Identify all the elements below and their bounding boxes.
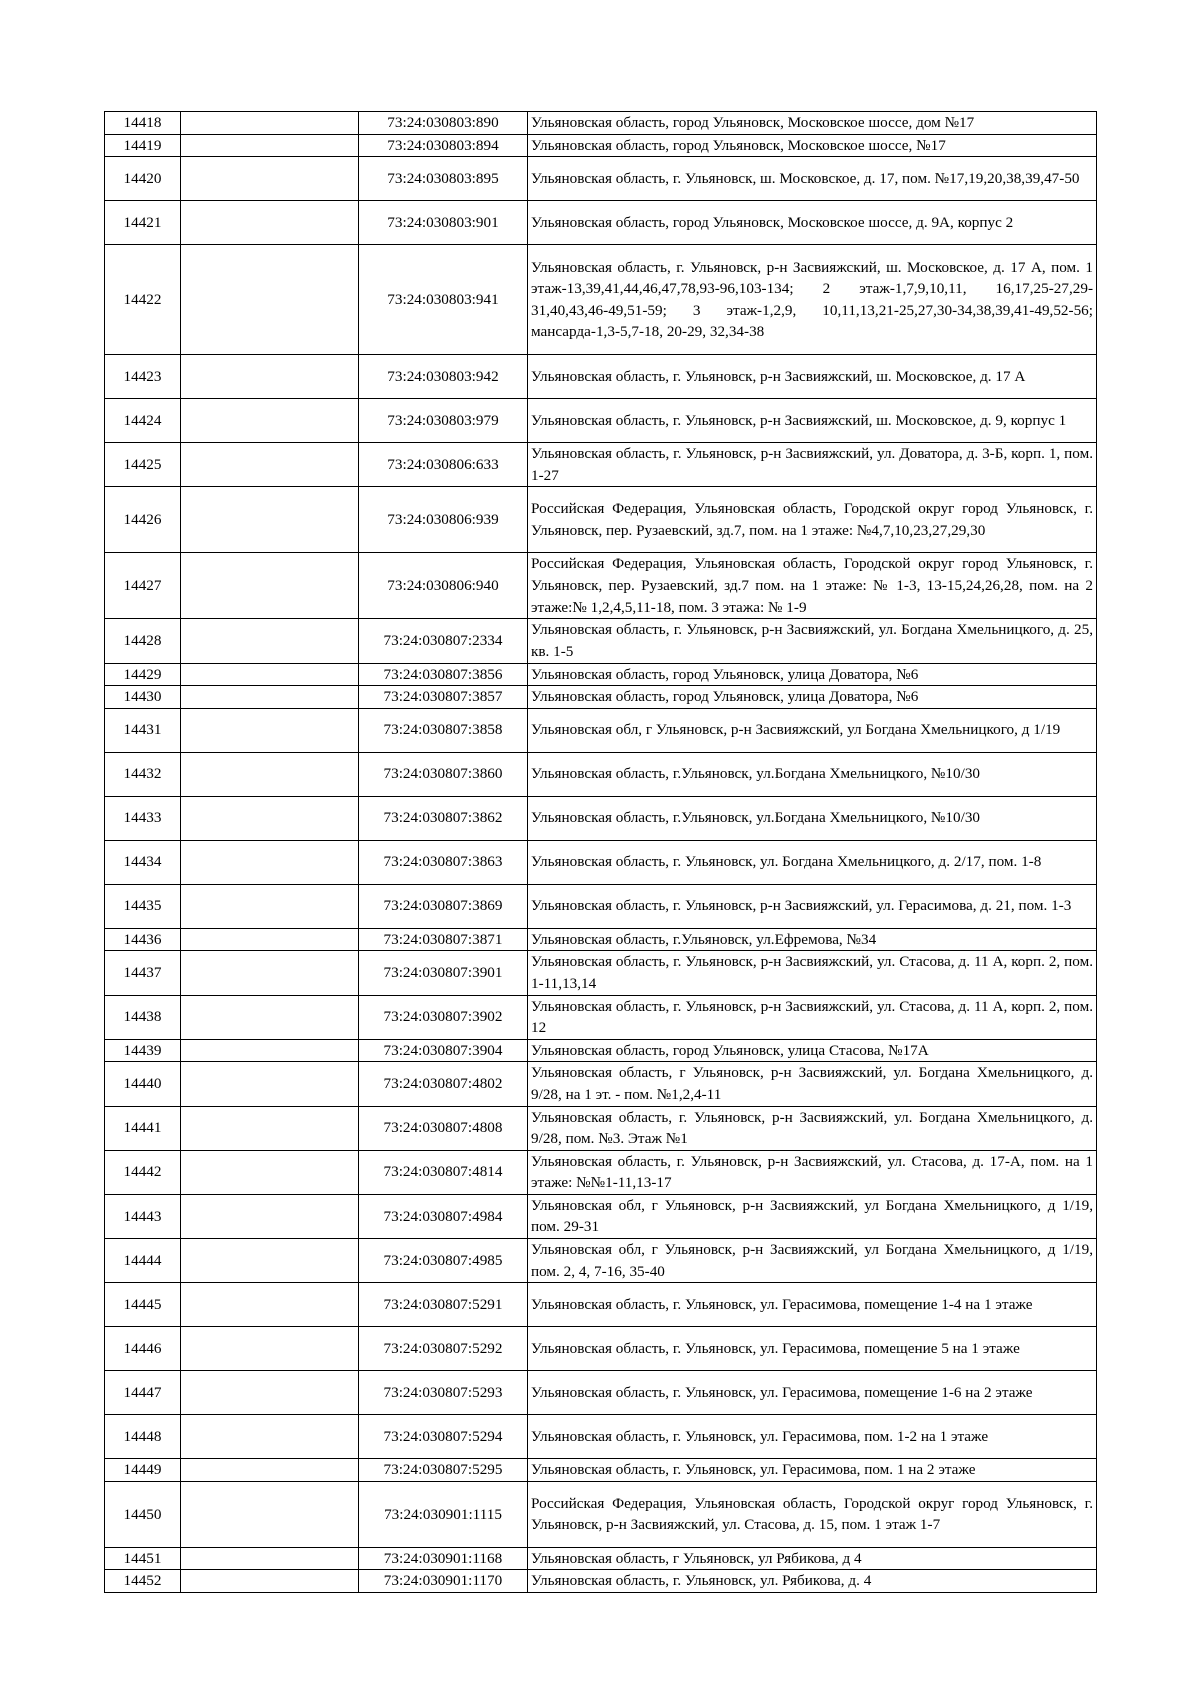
- table-row: [105, 995, 1097, 1039]
- row-number: 14436: [105, 928, 181, 951]
- empty-cell: [181, 355, 359, 399]
- address: Ульяновская область, г. Ульяновск, р-н Засвияжский, ш. Московское, д. 9, корпус 1: [528, 399, 1097, 443]
- cadastral-number: 73:24:030803:895: [359, 157, 528, 201]
- address: Ульяновская область, город Ульяновск, Московское шоссе, д. 9А, корпус 2: [528, 201, 1097, 245]
- row-number: 14420: [105, 157, 181, 201]
- address: Ульяновская область, г. Ульяновск, р-н Засвияжский, ул. Стасова, д. 11 А, корп. 2, пом. 1-11,13,14: [528, 951, 1097, 995]
- row-number: 14431: [105, 708, 181, 752]
- cadastral-number: 73:24:030807:3860: [359, 752, 528, 796]
- table-row: [105, 1150, 1097, 1194]
- empty-cell: [181, 884, 359, 928]
- cadastral-number: 73:24:030807:4985: [359, 1239, 528, 1283]
- cadastral-number: 73:24:030807:3858: [359, 708, 528, 752]
- row-number: 14437: [105, 951, 181, 995]
- address: Ульяновская область, г. Ульяновск, ул. Герасимова, помещение 5 на 1 этаже: [528, 1327, 1097, 1371]
- empty-cell: [181, 663, 359, 686]
- cadastral-number: 73:24:030807:3856: [359, 663, 528, 686]
- table-row: [105, 1371, 1097, 1415]
- address: Ульяновская область, г Ульяновск, р-н Засвияжский, ул. Богдана Хмельницкого, д. 9/28, на 1 эт. - пом. №1,2,4-11: [528, 1062, 1097, 1106]
- empty-cell: [181, 245, 359, 355]
- empty-cell: [181, 1547, 359, 1570]
- table-row: [105, 355, 1097, 399]
- empty-cell: [181, 1150, 359, 1194]
- row-number: 14427: [105, 553, 181, 619]
- empty-cell: [181, 201, 359, 245]
- table-row: [105, 1062, 1097, 1106]
- cadastral-number: 73:24:030803:901: [359, 201, 528, 245]
- row-number: 14422: [105, 245, 181, 355]
- row-number: 14447: [105, 1371, 181, 1415]
- cadastral-number: 73:24:030807:3869: [359, 884, 528, 928]
- address: Ульяновская область, г.Ульяновск, ул.Богдана Хмельницкого, №10/30: [528, 752, 1097, 796]
- empty-cell: [181, 1039, 359, 1062]
- registry-table-body: [105, 112, 1097, 1593]
- row-number: 14450: [105, 1481, 181, 1547]
- table-row: [105, 112, 1097, 135]
- row-number: 14438: [105, 995, 181, 1039]
- address: Ульяновская область, г. Ульяновск, ул. Герасимова, помещение 1-6 на 2 этаже: [528, 1371, 1097, 1415]
- cadastral-number: 73:24:030901:1168: [359, 1547, 528, 1570]
- row-number: 14423: [105, 355, 181, 399]
- row-number: 14419: [105, 134, 181, 157]
- row-number: 14426: [105, 487, 181, 553]
- cadastral-number: 73:24:030806:939: [359, 487, 528, 553]
- empty-cell: [181, 1062, 359, 1106]
- empty-cell: [181, 1481, 359, 1547]
- empty-cell: [181, 1459, 359, 1482]
- address: Ульяновская обл, г Ульяновск, р-н Засвияжский, ул Богдана Хмельницкого, д 1/19, пом. 29-31: [528, 1194, 1097, 1238]
- empty-cell: [181, 995, 359, 1039]
- cadastral-number: 73:24:030807:4808: [359, 1106, 528, 1150]
- cadastral-number: 73:24:030807:3857: [359, 686, 528, 709]
- cadastral-number: 73:24:030807:5292: [359, 1327, 528, 1371]
- cadastral-number: 73:24:030807:5295: [359, 1459, 528, 1482]
- row-number: 14432: [105, 752, 181, 796]
- table-row: [105, 1039, 1097, 1062]
- empty-cell: [181, 1239, 359, 1283]
- empty-cell: [181, 928, 359, 951]
- cadastral-number: 73:24:030803:941: [359, 245, 528, 355]
- cadastral-number: 73:24:030807:4814: [359, 1150, 528, 1194]
- address: Ульяновская область, г.Ульяновск, ул.Ефремова, №34: [528, 928, 1097, 951]
- address: Ульяновская область, г. Ульяновск, ул. Герасимова, пом. 1 на 2 этаже: [528, 1459, 1097, 1482]
- address: Ульяновская область, г. Ульяновск, р-н Засвияжский, ул. Стасова, д. 17-А, пом. на 1 этаже: №№1-11,13-17: [528, 1150, 1097, 1194]
- table-row: [105, 1194, 1097, 1238]
- address: Ульяновская область, г Ульяновск, ул Рябикова, д 4: [528, 1547, 1097, 1570]
- cadastral-number: 73:24:030807:4984: [359, 1194, 528, 1238]
- cadastral-number: 73:24:030806:940: [359, 553, 528, 619]
- table-row: [105, 553, 1097, 619]
- table-row: [105, 928, 1097, 951]
- address: Ульяновская область, г. Ульяновск, р-н Засвияжский, ул. Стасова, д. 11 А, корп. 2, пом. 12: [528, 995, 1097, 1039]
- cadastral-number: 73:24:030807:5294: [359, 1415, 528, 1459]
- table-row: [105, 443, 1097, 487]
- empty-cell: [181, 553, 359, 619]
- table-row: [105, 134, 1097, 157]
- row-number: 14452: [105, 1570, 181, 1593]
- row-number: 14442: [105, 1150, 181, 1194]
- address: Ульяновская область, город Ульяновск, улица Стасова, №17А: [528, 1039, 1097, 1062]
- table-row: [105, 840, 1097, 884]
- address: Ульяновская область, г. Ульяновск, р-н Засвияжский, ул. Доватора, д. 3-Б, корп. 1, пом. 1-27: [528, 443, 1097, 487]
- cadastral-number: 73:24:030807:3863: [359, 840, 528, 884]
- row-number: 14429: [105, 663, 181, 686]
- cadastral-number: 73:24:030807:3902: [359, 995, 528, 1039]
- empty-cell: [181, 1327, 359, 1371]
- empty-cell: [181, 443, 359, 487]
- table-row: [105, 619, 1097, 663]
- address: Российская Федерация, Ульяновская область, Городской округ город Ульяновск, г. Ульяновск, пер. Рузаевский, зд.7, пом. на 1 этаже: №4,7,10,23,27,29,30: [528, 487, 1097, 553]
- row-number: 14434: [105, 840, 181, 884]
- address: Ульяновская область, город Ульяновск, улица Доватора, №6: [528, 686, 1097, 709]
- empty-cell: [181, 1106, 359, 1150]
- table-row: [105, 686, 1097, 709]
- address: Ульяновская область, г. Ульяновск, р-н Засвияжский, ул. Богдана Хмельницкого, д. 9/28, пом. №3. Этаж №1: [528, 1106, 1097, 1150]
- address: Ульяновская область, г. Ульяновск, ул. Герасимова, помещение 1-4 на 1 этаже: [528, 1283, 1097, 1327]
- row-number: 14444: [105, 1239, 181, 1283]
- address: Ульяновская область, г. Ульяновск, ул. Рябикова, д. 4: [528, 1570, 1097, 1593]
- table-row: [105, 884, 1097, 928]
- table-row: [105, 708, 1097, 752]
- registry-table: [104, 111, 1097, 1593]
- table-row: [105, 1106, 1097, 1150]
- row-number: 14435: [105, 884, 181, 928]
- table-row: [105, 1459, 1097, 1482]
- cadastral-number: 73:24:030806:633: [359, 443, 528, 487]
- empty-cell: [181, 708, 359, 752]
- cadastral-number: 73:24:030901:1115: [359, 1481, 528, 1547]
- cadastral-number: 73:24:030807:3871: [359, 928, 528, 951]
- cadastral-number: 73:24:030807:3862: [359, 796, 528, 840]
- row-number: 14451: [105, 1547, 181, 1570]
- address: Ульяновская область, г. Ульяновск, р-н Засвияжский, ш. Московское, д. 17 А: [528, 355, 1097, 399]
- cadastral-number: 73:24:030807:3904: [359, 1039, 528, 1062]
- address: Ульяновская область, г. Ульяновск, р-н Засвияжский, ул. Богдана Хмельницкого, д. 25, кв. 1-5: [528, 619, 1097, 663]
- address: Ульяновская обл, г Ульяновск, р-н Засвияжский, ул Богдана Хмельницкого, д 1/19, пом. 2, 4, 7-16, 35-40: [528, 1239, 1097, 1283]
- empty-cell: [181, 840, 359, 884]
- row-number: 14443: [105, 1194, 181, 1238]
- cadastral-number: 73:24:030803:894: [359, 134, 528, 157]
- address: Ульяновская область, г. Ульяновск, р-н Засвияжский, ш. Московское, д. 17 А, пом. 1 этаж-13,39,41,44,46,47,78,93-96,103-134; 2 этаж-1,7,9,10,11, 16,17,25-27,29-31,40,43,46-49,51-59; 3 этаж-1,2,9, 10,11,13,21-25,27,30-34,38,39,41-49,52-56; мансарда-1,3-5,7-18, 20-29, 32,34-38: [528, 245, 1097, 355]
- table-row: [105, 951, 1097, 995]
- row-number: 14433: [105, 796, 181, 840]
- table-row: [105, 1415, 1097, 1459]
- empty-cell: [181, 796, 359, 840]
- cadastral-number: 73:24:030901:1170: [359, 1570, 528, 1593]
- table-row: [105, 1547, 1097, 1570]
- cadastral-number: 73:24:030803:979: [359, 399, 528, 443]
- table-row: [105, 1481, 1097, 1547]
- address: Ульяновская область, город Ульяновск, улица Доватора, №6: [528, 663, 1097, 686]
- table-row: [105, 1327, 1097, 1371]
- empty-cell: [181, 112, 359, 135]
- cadastral-number: 73:24:030807:4802: [359, 1062, 528, 1106]
- row-number: 14440: [105, 1062, 181, 1106]
- row-number: 14449: [105, 1459, 181, 1482]
- row-number: 14425: [105, 443, 181, 487]
- address: Ульяновская область, город Ульяновск, Московское шоссе, дом №17: [528, 112, 1097, 135]
- empty-cell: [181, 752, 359, 796]
- row-number: 14446: [105, 1327, 181, 1371]
- empty-cell: [181, 134, 359, 157]
- row-number: 14430: [105, 686, 181, 709]
- empty-cell: [181, 1415, 359, 1459]
- address: Ульяновская обл, г Ульяновск, р-н Засвияжский, ул Богдана Хмельницкого, д 1/19: [528, 708, 1097, 752]
- cadastral-number: 73:24:030803:890: [359, 112, 528, 135]
- table-row: [105, 201, 1097, 245]
- address: Российская Федерация, Ульяновская область, Городской округ город Ульяновск, г. Ульяновск, р-н Засвияжский, ул. Стасова, д. 15, пом. 1 этаж 1-7: [528, 1481, 1097, 1547]
- table-row: [105, 1283, 1097, 1327]
- table-row: [105, 157, 1097, 201]
- empty-cell: [181, 619, 359, 663]
- row-number: 14428: [105, 619, 181, 663]
- empty-cell: [181, 1570, 359, 1593]
- cadastral-number: 73:24:030803:942: [359, 355, 528, 399]
- cadastral-number: 73:24:030807:2334: [359, 619, 528, 663]
- empty-cell: [181, 1194, 359, 1238]
- empty-cell: [181, 686, 359, 709]
- address: Ульяновская область, г.Ульяновск, ул.Богдана Хмельницкого, №10/30: [528, 796, 1097, 840]
- table-row: [105, 663, 1097, 686]
- address: Ульяновская область, город Ульяновск, Московское шоссе, №17: [528, 134, 1097, 157]
- cadastral-number: 73:24:030807:3901: [359, 951, 528, 995]
- table-row: [105, 1570, 1097, 1593]
- empty-cell: [181, 1371, 359, 1415]
- table-row: [105, 1239, 1097, 1283]
- empty-cell: [181, 157, 359, 201]
- table-row: [105, 245, 1097, 355]
- row-number: 14424: [105, 399, 181, 443]
- address: Ульяновская область, г. Ульяновск, ул. Богдана Хмельницкого, д. 2/17, пом. 1-8: [528, 840, 1097, 884]
- row-number: 14448: [105, 1415, 181, 1459]
- address: Ульяновская область, г. Ульяновск, ул. Герасимова, пом. 1-2 на 1 этаже: [528, 1415, 1097, 1459]
- table-row: [105, 487, 1097, 553]
- row-number: 14421: [105, 201, 181, 245]
- address: Ульяновская область, г. Ульяновск, р-н Засвияжский, ул. Герасимова, д. 21, пом. 1-3: [528, 884, 1097, 928]
- empty-cell: [181, 399, 359, 443]
- row-number: 14441: [105, 1106, 181, 1150]
- empty-cell: [181, 1283, 359, 1327]
- cadastral-number: 73:24:030807:5291: [359, 1283, 528, 1327]
- row-number: 14445: [105, 1283, 181, 1327]
- row-number: 14418: [105, 112, 181, 135]
- cadastral-number: 73:24:030807:5293: [359, 1371, 528, 1415]
- table-row: [105, 796, 1097, 840]
- table-row: [105, 752, 1097, 796]
- address: Российская Федерация, Ульяновская область, Городской округ город Ульяновск, г. Ульяновск, пер. Рузаевский, зд.7 пом. на 1 этаже: № 1-3, 13-15,24,26,28, пом. на 2 этаже:№ 1,2,4,5,11-18, пом. 3 этажа: № 1-9: [528, 553, 1097, 619]
- address: Ульяновская область, г. Ульяновск, ш. Московское, д. 17, пом. №17,19,20,38,39,47-50: [528, 157, 1097, 201]
- empty-cell: [181, 487, 359, 553]
- row-number: 14439: [105, 1039, 181, 1062]
- table-row: [105, 399, 1097, 443]
- empty-cell: [181, 951, 359, 995]
